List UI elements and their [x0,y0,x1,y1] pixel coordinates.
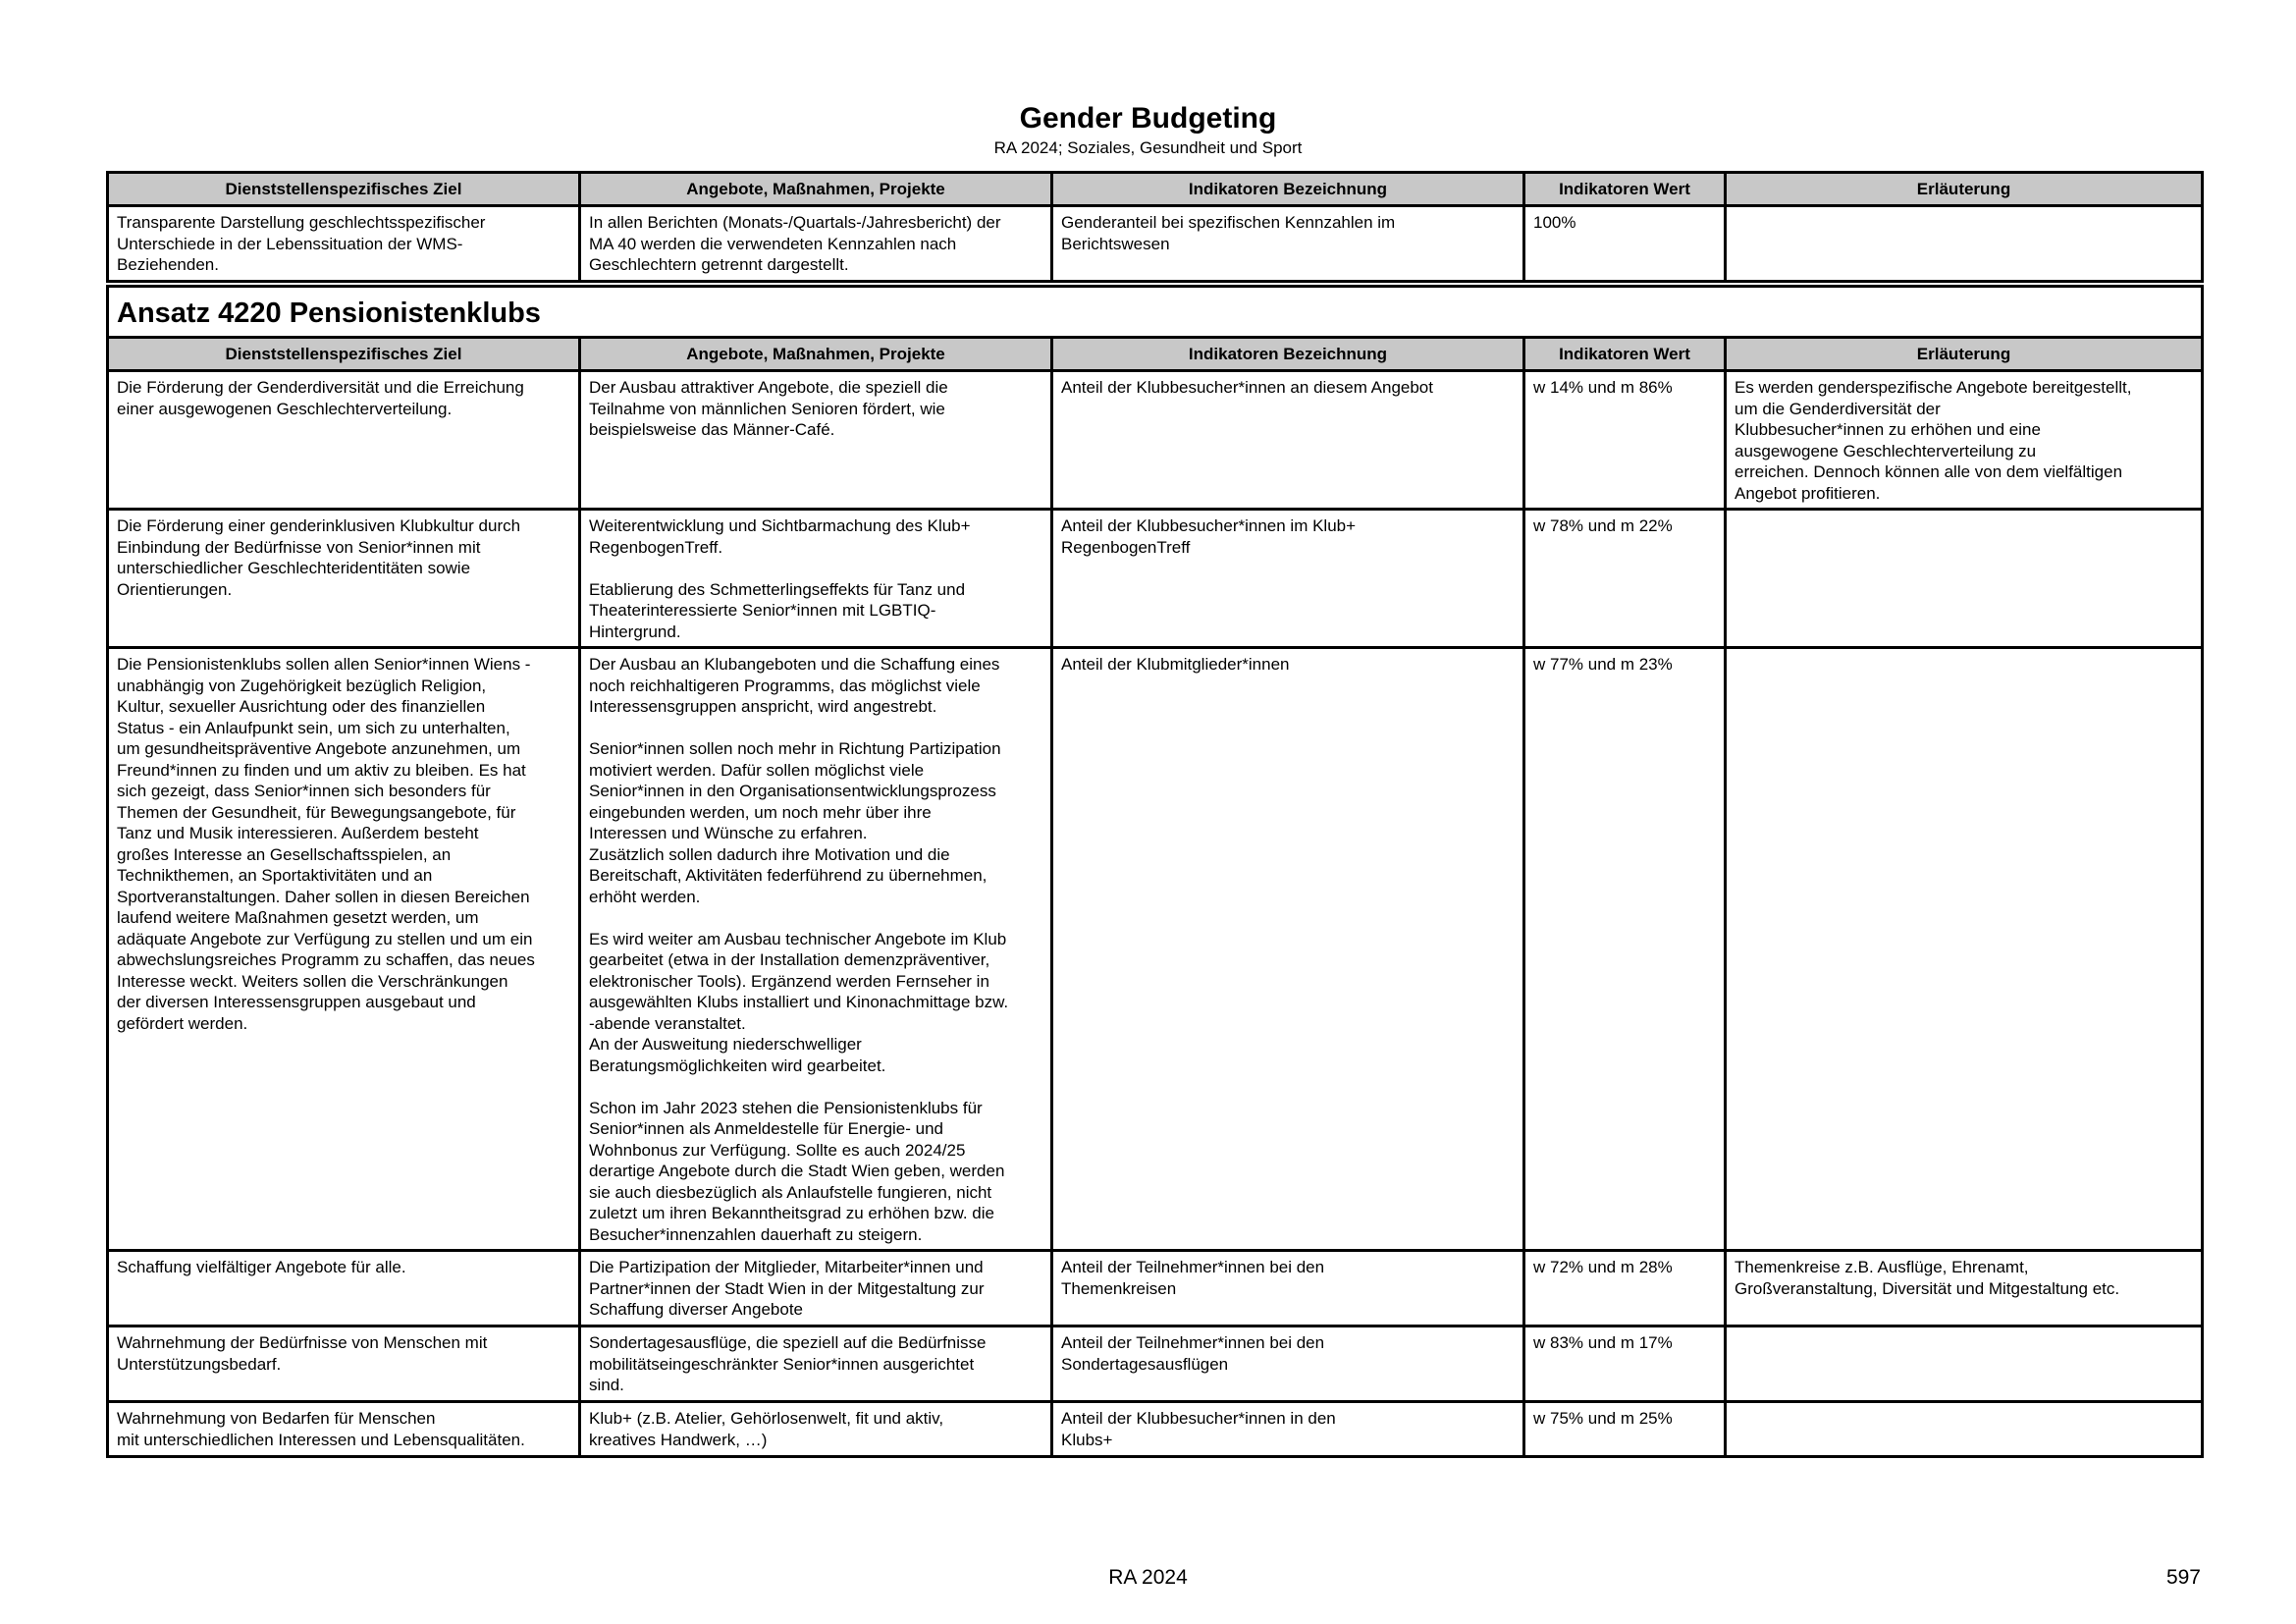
section-row [108,287,2203,338]
footer-report-label: RA 2024 [1108,1566,1188,1589]
cell-angebote: In allen Berichten (Monats-/Quartals-/Jahresbericht) der MA 40 werden die verwendeten Kennzahlen nach Geschlechtern getrennt dargestellt. [580,206,1052,282]
cell-wert: w 14% und m 86% [1524,371,1726,510]
cell-wert: w 78% und m 22% [1524,510,1726,648]
column-header-indikator: Indikatoren Bezeichnung [1052,338,1524,371]
cell-angebote: Der Ausbau an Klubangeboten und die Schaffung eines noch reichhaltigeren Programms, das möglichst viele Interessensgruppen anspricht, wird angestrebt. Senior*innen sollen noch mehr in Richtung Partizipation motiviert werden. Dafür sollen möglichst viele Senior*innen in den Organisationsentwicklungsprozess eingebunden werden, um noch mehr über ihre Interessen und Wünsche zu erfahren. Zusätzlich sollen dadurch ihre Motivation und die Bereitschaft, Aktivitäten federführend zu übernehmen, erhöht werden. Es wird weiter am Ausbau technischer Angebote im Klub gearbeitet (etwa in der Installation demenzpräventiver, elektronischer Tools). Ergänzend werden Fernseher in ausgewählten Klubs installiert und Kinonachmittage bzw. -abende veranstaltet. An der Ausweitung niederschwelliger Beratungsmöglichkeiten wird gearbeitet. Schon im Jahr 2023 stehen die Pensionistenklubs für Senior*innen als Anmeldestelle für Energie- und Wohnbonus zur Verfügung. Sollte es auch 2024/25 derartige Angebote durch die Stadt Wien geben, werden sie auch diesbezüglich als Anlaufstelle fungieren, nicht zuletzt um ihren Bekanntheitsgrad zu erhöhen bzw. die Besucher*innenzahlen dauerhaft zu steigern. [580,648,1052,1251]
column-header-erlaeuterung: Erläuterung [1726,173,2203,206]
cell-wert: w 77% und m 23% [1524,648,1726,1251]
cell-ziel: Transparente Darstellung geschlechtsspezifischer Unterschiede in der Lebenssituation der WMS- Beziehenden. [108,206,580,282]
column-header-angebote: Angebote, Maßnahmen, Projekte [580,173,1052,206]
cell-wert: w 83% und m 17% [1524,1326,1726,1402]
cell-indikator: Anteil der Klubmitglieder*innen [1052,648,1524,1251]
table-header-row [108,173,2203,206]
cell-ziel: Die Förderung der Genderdiversität und die Erreichung einer ausgewogenen Geschlechterverteilung. [108,371,580,510]
page-number: 597 [2165,1566,2201,1589]
table-row [108,648,2203,1251]
cell-erlaeuterung [1726,510,2203,648]
table-wms [106,171,2204,283]
cell-ziel: Schaffung vielfältiger Angebote für alle. [108,1251,580,1326]
cell-wert: w 72% und m 28% [1524,1251,1726,1326]
column-header-indikator: Indikatoren Bezeichnung [1052,173,1524,206]
table-row [108,371,2203,510]
column-header-angebote: Angebote, Maßnahmen, Projekte [580,338,1052,371]
table-row [108,1402,2203,1457]
cell-ziel: Wahrnehmung von Bedarfen für Menschen mit unterschiedlichen Interessen und Lebensqualitäten. [108,1402,580,1457]
cell-erlaeuterung [1726,206,2203,282]
table-row [108,1251,2203,1326]
page-title: Gender Budgeting [1019,102,1277,135]
column-header-erlaeuterung: Erläuterung [1726,338,2203,371]
cell-ziel: Wahrnehmung der Bedürfnisse von Menschen mit Unterstützungsbedarf. [108,1326,580,1402]
page-subtitle: RA 2024; Soziales, Gesundheit und Sport [993,138,1303,157]
table-row [108,510,2203,648]
table-row [108,1326,2203,1402]
cell-erlaeuterung [1726,648,2203,1251]
cell-ziel: Die Förderung einer genderinklusiven Klubkultur durch Einbindung der Bedürfnisse von Senior*innen mit unterschiedlicher Geschlechteridentitäten sowie Orientierungen. [108,510,580,648]
column-header-ziel: Dienststellenspezifisches Ziel [108,338,580,371]
cell-erlaeuterung: Themenkreise z.B. Ausflüge, Ehrenamt, Großveranstaltung, Diversität und Mitgestaltung etc. [1726,1251,2203,1326]
cell-wert: 100% [1524,206,1726,282]
cell-erlaeuterung [1726,1326,2203,1402]
table-pensionistenklubs [106,285,2204,1458]
cell-angebote: Klub+ (z.B. Atelier, Gehörlosenwelt, fit und aktiv, kreatives Handwerk, …) [580,1402,1052,1457]
cell-wert: w 75% und m 25% [1524,1402,1726,1457]
table-header-row [108,338,2203,371]
cell-indikator: Genderanteil bei spezifischen Kennzahlen im Berichtswesen [1052,206,1524,282]
cell-angebote: Der Ausbau attraktiver Angebote, die speziell die Teilnahme von männlichen Senioren fördert, wie beispielsweise das Männer-Café. [580,371,1052,510]
cell-angebote: Weiterentwicklung und Sichtbarmachung des Klub+ RegenbogenTreff. Etablierung des Schmetterlingseffekts für Tanz und Theaterinteressierte Senior*innen mit LGBTIQ- Hintergrund. [580,510,1052,648]
column-header-wert: Indikatoren Wert [1524,338,1726,371]
column-header-ziel: Dienststellenspezifisches Ziel [108,173,580,206]
column-header-wert: Indikatoren Wert [1524,173,1726,206]
cell-erlaeuterung [1726,1402,2203,1457]
section-title: Ansatz 4220 Pensionistenklubs [108,287,2203,338]
cell-indikator: Anteil der Teilnehmer*innen bei den Themenkreisen [1052,1251,1524,1326]
cell-indikator: Anteil der Klubbesucher*innen an diesem Angebot [1052,371,1524,510]
cell-erlaeuterung: Es werden genderspezifische Angebote bereitgestellt, um die Genderdiversität der Klubbesucher*innen zu erhöhen und eine ausgewogene Geschlechterverteilung zu erreichen. Dennoch können alle von dem vielfältigen Angebot profitieren. [1726,371,2203,510]
cell-angebote: Sondertagesausflüge, die speziell auf die Bedürfnisse mobilitätseingeschränkter Senior*innen ausgerichtet sind. [580,1326,1052,1402]
table-row [108,206,2203,282]
cell-ziel: Die Pensionistenklubs sollen allen Senior*innen Wiens - unabhängig von Zugehörigkeit bezüglich Religion, Kultur, sexueller Ausrichtung oder des finanziellen Status - ein Anlaufpunkt sein, um sich zu unterhalten, um gesundheitspräventive Angebote anzunehmen, um Freund*innen zu finden und um aktiv zu bleiben. Es hat sich gezeigt, dass Senior*innen sich besonders für Themen der Gesundheit, für Bewegungsangebote, für Tanz und Musik interessieren. Außerdem besteht großes Interesse an Gesellschaftsspielen, an Technikthemen, an Sportaktivitäten und an Sportveranstaltungen. Daher sollen in diesen Bereichen laufend weitere Maßnahmen gesetzt werden, um adäquate Angebote zur Verfügung zu stellen und um ein abwechslungsreiches Programm zu schaffen, das neues Interesse weckt. Weiters sollen die Verschränkungen der diversen Interessensgruppen ausgebaut und gefördert werden. [108,648,580,1251]
cell-indikator: Anteil der Klubbesucher*innen im Klub+ RegenbogenTreff [1052,510,1524,648]
cell-indikator: Anteil der Teilnehmer*innen bei den Sondertagesausflügen [1052,1326,1524,1402]
cell-angebote: Die Partizipation der Mitglieder, Mitarbeiter*innen und Partner*innen der Stadt Wien in der Mitgestaltung zur Schaffung diverser Angebote [580,1251,1052,1326]
cell-indikator: Anteil der Klubbesucher*innen in den Klubs+ [1052,1402,1524,1457]
